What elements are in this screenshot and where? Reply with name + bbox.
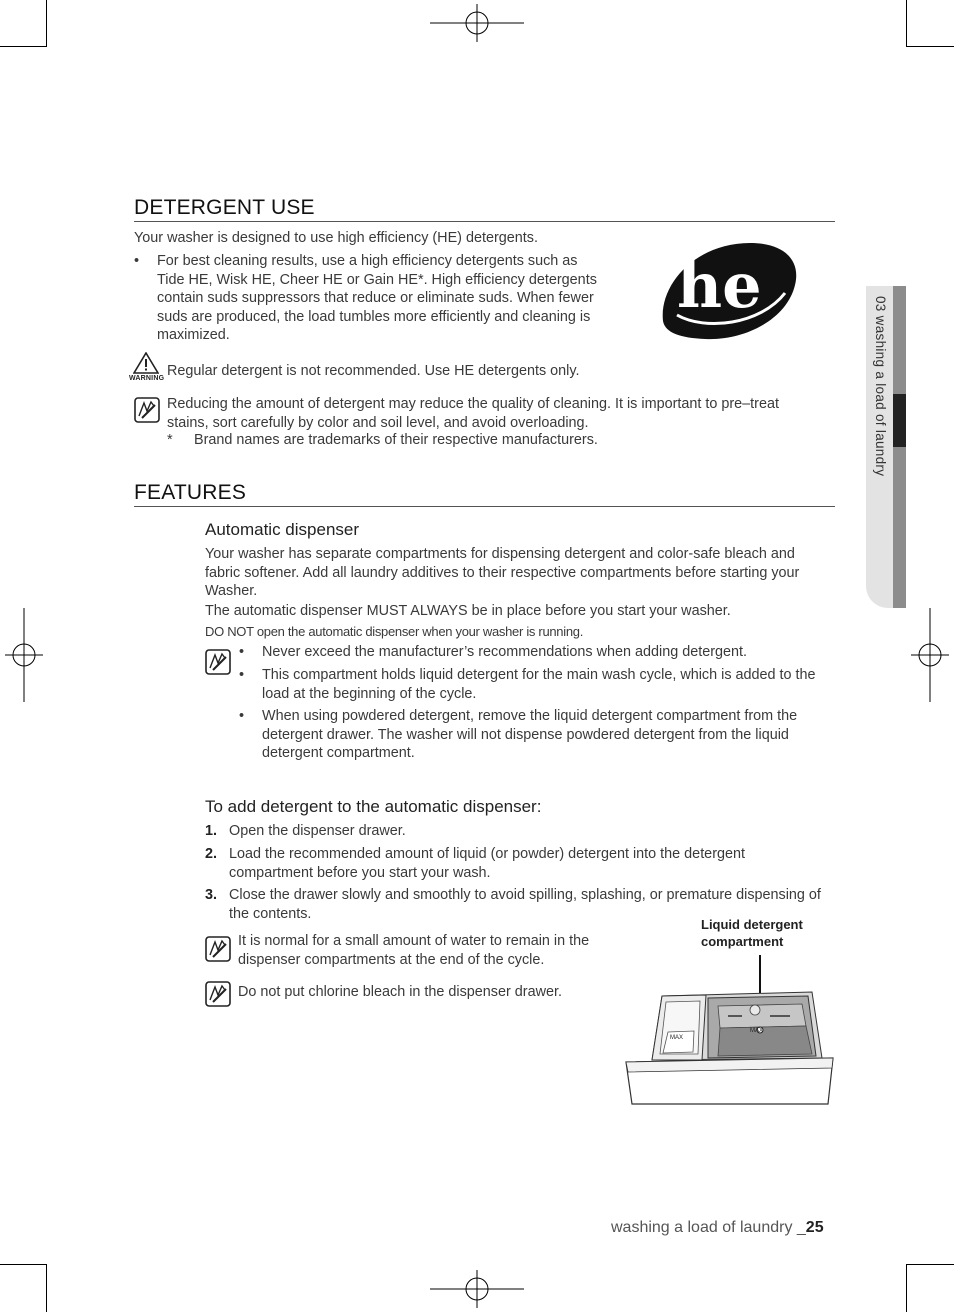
chapter-bar: [893, 286, 906, 608]
step-text: [229, 845, 834, 882]
callout-label: [701, 917, 803, 950]
note-pencil-icon: [205, 981, 231, 1007]
he-bullet-line: Tide HE, Wisk HE, Cheer HE or Gain HE*. High efficiency detergents: [157, 271, 597, 288]
note-bullet-line: When using powdered detergent, remove the liquid detergent compartment from the: [262, 708, 798, 724]
bullet-dot: •: [239, 667, 245, 683]
crop-mark: [0, 1264, 47, 1265]
note-pencil-icon: [134, 397, 160, 423]
max-label: MAX: [750, 1028, 764, 1034]
bleach-note: Do not put chlorine bleach in the dispenser drawer.: [238, 984, 562, 1000]
water-note: [238, 932, 618, 969]
he-logo-icon: [655, 235, 800, 343]
note-text: [167, 395, 827, 432]
warning-triangle-icon: [133, 352, 159, 374]
dispenser-drawer-illustration: [622, 950, 837, 1108]
note-bullet: [262, 707, 837, 763]
subheading-automatic-dispenser: Automatic dispenser: [205, 520, 360, 539]
step-number: 1.: [205, 823, 218, 839]
do-not-text: open the automatic dispenser when your washer is running.: [256, 624, 584, 639]
water-note-line: It is normal for a small amount of water to remain in the: [238, 933, 590, 949]
paragraph-line: fabric softener. Add all laundry additives to their respective compartments before starting your: [205, 564, 800, 581]
footnote-text: Brand names are trademarks of their respective manufacturers.: [194, 432, 598, 448]
water-note-line: dispenser compartments at the end of the cycle.: [238, 951, 545, 968]
crop-mark: [46, 0, 47, 47]
warning-text: Regular detergent is not recommended. Use HE detergents only.: [167, 363, 580, 379]
must-always-line: The automatic dispenser MUST ALWAYS be in place before you start your washer.: [205, 603, 731, 619]
registration-mark-icon: [430, 4, 524, 42]
subheading-add-detergent: To add detergent to the automatic dispenser:: [205, 797, 542, 816]
bullet-dot: •: [239, 644, 245, 660]
he-bullet-line: For best cleaning results, use a high efficiency detergents such as: [157, 253, 578, 269]
section-heading-features: FEATURES: [134, 481, 835, 507]
he-logo-text: he: [677, 249, 762, 322]
note-line: Reducing the amount of detergent may reduce the quality of cleaning. It is important to pre–treat: [167, 396, 779, 412]
do-not-line: [205, 624, 583, 639]
paragraph-line: Washer.: [205, 583, 258, 599]
he-bullet-line: contain suds suppressors that reduce or eliminate suds. When fewer: [157, 290, 594, 306]
do-not-label: DO NOT: [205, 624, 254, 639]
bullet-dot: •: [239, 708, 245, 724]
crop-mark: [46, 1264, 47, 1312]
note-pencil-icon: [205, 649, 231, 675]
page-footer: [611, 1219, 824, 1237]
he-bullet: [157, 252, 617, 345]
warning-label: WARNING: [129, 375, 165, 382]
chapter-tab-label: 03 washing a load of laundry: [873, 296, 888, 477]
chapter-bar-marker: [893, 394, 906, 447]
registration-mark-icon: [911, 608, 949, 702]
he-bullet-line: suds are produced, the load tumbles more efficiently and cleaning is: [157, 308, 591, 325]
step-number: 3.: [205, 887, 218, 903]
crop-mark: [907, 1264, 954, 1265]
note-bullet-line: This compartment holds liquid detergent for the main wash cycle, which is added to the: [262, 667, 816, 683]
crop-mark: [907, 46, 954, 47]
callout-line: Liquid detergent: [701, 917, 803, 932]
step-number: 2.: [205, 846, 218, 862]
crop-mark: [0, 46, 47, 47]
registration-mark-icon: [5, 608, 43, 702]
note-line: stains, sort carefully by color and soil level, and avoid overloading.: [167, 414, 589, 431]
crop-mark: [906, 0, 907, 47]
step-line: the contents.: [229, 905, 312, 922]
crop-mark: [906, 1264, 907, 1312]
intro-text: Your washer is designed to use high efficiency (HE) detergents.: [134, 230, 538, 246]
note-bullet-line: load at the beginning of the cycle.: [262, 685, 477, 702]
footer-section: washing a load of laundry _: [611, 1219, 806, 1236]
step-line: compartment before you start your wash.: [229, 864, 491, 881]
callout-line: compartment: [701, 933, 784, 949]
footnote-mark: *: [167, 432, 173, 448]
paragraph-line: Your washer has separate compartments for dispensing detergent and color-safe bleach and: [205, 546, 795, 562]
step-line: Load the recommended amount of liquid (or powder) detergent into the detergent: [229, 846, 745, 862]
registration-mark-icon: [430, 1270, 524, 1308]
he-bullet-line: maximized.: [157, 327, 230, 343]
bullet-dot: •: [134, 253, 140, 269]
max-label: MAX: [670, 1035, 684, 1041]
step-text: Open the dispenser drawer.: [229, 823, 406, 839]
note-pencil-icon: [205, 936, 231, 962]
note-bullet-line: detergent drawer. The washer will not dispense powdered detergent from the liquid: [262, 726, 789, 743]
note-bullet: [262, 666, 837, 703]
step-line: Close the drawer slowly and smoothly to avoid spilling, splashing, or premature dispensing of: [229, 887, 821, 903]
page-number: 25: [805, 1219, 824, 1236]
note-bullet: Never exceed the manufacturer’s recommendations when adding detergent.: [262, 644, 748, 660]
dispenser-paragraph: [205, 545, 835, 601]
section-heading-detergent-use: DETERGENT USE: [134, 196, 835, 222]
note-bullet-line: detergent compartment.: [262, 745, 415, 761]
